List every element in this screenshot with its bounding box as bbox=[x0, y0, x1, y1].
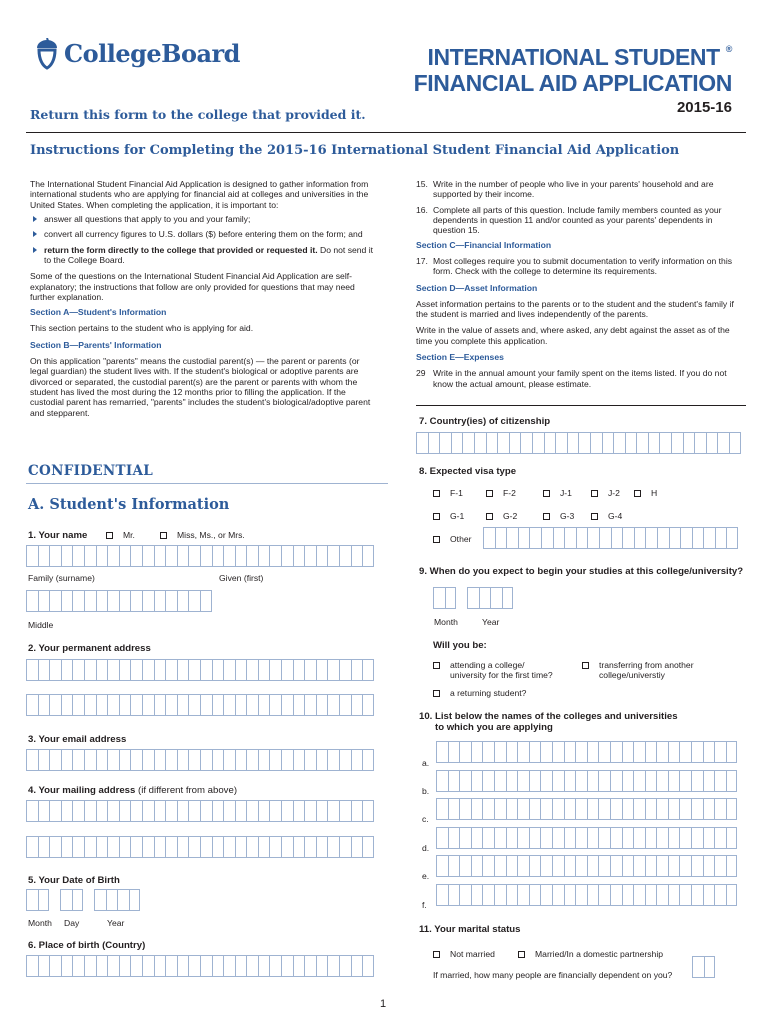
visa-f1[interactable]: F-1 bbox=[433, 488, 463, 498]
section-d-text-1: Asset information pertains to the parents or to the student and the student's family if the student is married and lives independently of the parents. bbox=[416, 298, 734, 320]
section-e-heading: Section E—Expenses bbox=[416, 352, 504, 363]
q9-label: 9. When do you expect to begin your studies at this college/university? bbox=[419, 566, 744, 577]
given-label: Given (first) bbox=[219, 573, 264, 583]
instructions-left-column bbox=[30, 179, 380, 418]
q2-label: 2. Your permanent address bbox=[28, 643, 151, 654]
divider bbox=[26, 132, 746, 133]
returning-option[interactable]: a returning student? bbox=[433, 688, 526, 698]
dob-year-label: Year bbox=[107, 918, 125, 928]
family-label: Family (surname) bbox=[28, 573, 95, 583]
visa-j2[interactable]: J-2 bbox=[591, 488, 620, 498]
section-b-text: On this application "parents" means the custodial parent(s) — the parent or parents (or legal guardian) the student lives with. If the student's biological or adoptive parents are divorced or separated, the custodial parent(s) are the parent or parents with whom the student has lived the most during the 12 months prior to filling the application. If the custodial parent has remarried, "parents" includes the student's biological/adoptive parent and stepparent. bbox=[30, 356, 371, 418]
start-month-boxes[interactable] bbox=[433, 587, 456, 609]
q8-label: 8. Expected visa type bbox=[419, 466, 517, 477]
visa-other[interactable]: Other bbox=[433, 534, 472, 544]
visa-g4[interactable]: G-4 bbox=[591, 511, 622, 521]
name-family-boxes[interactable] bbox=[26, 545, 374, 567]
address-boxes-2[interactable] bbox=[26, 694, 374, 716]
visa-g1[interactable]: G-1 bbox=[433, 511, 464, 521]
dob-year-boxes[interactable] bbox=[94, 889, 140, 911]
dob-month-boxes[interactable] bbox=[26, 889, 49, 911]
q11-label: 11. Your marital status bbox=[419, 924, 521, 935]
transferring-option[interactable]: transferring from another college/universtiy bbox=[582, 660, 694, 680]
para-2: Some of the questions on the International Student Financial Aid Application are self-explanatory; the instructions that follow are only provided for questions that may need further explanation. bbox=[30, 271, 355, 302]
college-a-boxes[interactable] bbox=[436, 741, 737, 763]
instruction-29: 29 Write in the annual amount your family spent on the items listed. If you do not know the actual amount, please estimate. bbox=[416, 368, 727, 389]
not-married-option[interactable]: Not married bbox=[433, 949, 495, 959]
miss-checkbox[interactable] bbox=[160, 532, 167, 539]
address-boxes-1[interactable] bbox=[26, 659, 374, 681]
visa-j1[interactable]: J-1 bbox=[543, 488, 572, 498]
acorn-logo-icon bbox=[34, 38, 60, 70]
form-year: 2015-16 bbox=[676, 99, 732, 116]
mr-checkbox[interactable] bbox=[106, 532, 113, 539]
college-b-letter: b. bbox=[422, 786, 430, 796]
section-d-text-2: Write in the value of assets and, where asked, any debt against the asset as of the time you complete this application. bbox=[416, 325, 730, 346]
q7-label: 7. Country(ies) of citizenship bbox=[419, 416, 551, 427]
q6-label: 6. Place of birth (Country) bbox=[28, 940, 146, 951]
college-b-boxes[interactable] bbox=[436, 770, 737, 792]
bullet-3-bold: return the form directly to the college that provided or requested it. bbox=[44, 244, 318, 255]
dependents-question: If married, how many people are financially dependent on you? bbox=[433, 970, 673, 980]
citizenship-boxes[interactable] bbox=[416, 432, 741, 454]
section-c-heading: Section C—Financial Information bbox=[416, 239, 552, 250]
dependents-boxes[interactable] bbox=[692, 956, 715, 978]
dob-day-boxes[interactable] bbox=[60, 889, 83, 911]
college-c-boxes[interactable] bbox=[436, 798, 737, 820]
section-a-text: This section pertains to the student who is applying for aid. bbox=[30, 323, 254, 334]
q1-label: 1. Your name bbox=[28, 530, 88, 541]
college-c-letter: c. bbox=[422, 814, 429, 824]
college-e-letter: e. bbox=[422, 871, 430, 881]
college-f-letter: f. bbox=[422, 900, 427, 910]
section-a-heading: Section A—Student's Information bbox=[30, 307, 167, 318]
divider-right bbox=[416, 405, 746, 406]
married-option[interactable]: Married/In a domestic partnership bbox=[518, 949, 663, 959]
attending-option[interactable]: attending a college/ university for the first time? bbox=[433, 660, 553, 680]
birthplace-boxes[interactable] bbox=[26, 955, 374, 977]
start-year-boxes[interactable] bbox=[467, 587, 513, 609]
start-year-label: Year bbox=[482, 617, 500, 627]
return-note: Return this form to the college that provided it. bbox=[30, 107, 366, 122]
form-title bbox=[414, 44, 732, 97]
college-f-boxes[interactable] bbox=[436, 884, 737, 906]
section-d-heading: Section D—Asset Information bbox=[416, 282, 538, 293]
miss-option[interactable]: Miss, Ms., or Mrs. bbox=[160, 530, 245, 540]
q4-label: 4. Your mailing address (if different from above) bbox=[28, 785, 238, 796]
will-you-be-label: Will you be: bbox=[433, 640, 487, 651]
bullet-2: convert all currency figures to U.S. dollars ($) before entering them on the form; and bbox=[30, 229, 380, 239]
page-number: 1 bbox=[380, 998, 387, 1010]
mr-option[interactable]: Mr. bbox=[106, 530, 135, 540]
q5-label: 5. Your Date of Birth bbox=[28, 875, 120, 886]
college-d-boxes[interactable] bbox=[436, 827, 737, 849]
college-a-letter: a. bbox=[422, 758, 430, 768]
instruction-15: 15. Write in the number of people who live in your parents' household and are supported by their income. bbox=[416, 179, 714, 200]
bullet-1: answer all questions that apply to you and your family; bbox=[30, 214, 380, 224]
visa-other-boxes[interactable] bbox=[483, 527, 738, 549]
visa-h[interactable]: H bbox=[634, 488, 657, 498]
name-middle-boxes[interactable] bbox=[26, 590, 212, 612]
start-month-label: Month bbox=[434, 617, 458, 627]
dob-day-label: Day bbox=[64, 918, 80, 928]
visa-g3[interactable]: G-3 bbox=[543, 511, 574, 521]
title-line-2: FINANCIAL AID APPLICATION bbox=[413, 70, 732, 97]
logo-text: CollegeBoard bbox=[64, 38, 240, 68]
intro-text: The International Student Financial Aid Application is designed to gather information from international students who are applying for financial aid at colleges and universities in the United States. When completing the application, it is important to: bbox=[30, 179, 369, 210]
q10-label: 10. List below the names of the colleges and universities to which you are applying bbox=[419, 711, 678, 734]
middle-label: Middle bbox=[28, 620, 54, 630]
section-b-heading: Section B—Parents' Information bbox=[30, 339, 162, 350]
q3-label: 3. Your email address bbox=[28, 734, 127, 745]
instruction-16: 16. Complete all parts of this question. Include family members counted as your dependents in question 11 and/or counted as your parents' dependents in question 15. bbox=[416, 204, 722, 236]
instruction-17: 17. Most colleges require you to submit documentation to verify information on this form. Check with the college to determine its requirements. bbox=[416, 255, 733, 277]
visa-g2[interactable]: G-2 bbox=[486, 511, 517, 521]
dob-month-label: Month bbox=[28, 918, 52, 928]
bullet-3 bbox=[30, 245, 380, 266]
title-line-1: INTERNATIONAL STUDENT bbox=[427, 44, 720, 70]
college-e-boxes[interactable] bbox=[436, 855, 737, 877]
email-boxes[interactable] bbox=[26, 749, 374, 771]
confidential-label: CONFIDENTIAL bbox=[28, 463, 154, 479]
college-board-logo bbox=[34, 38, 240, 70]
visa-f2[interactable]: F-2 bbox=[486, 488, 516, 498]
mailing-boxes-1[interactable] bbox=[26, 800, 374, 822]
bullet-3-rest: Do not send it to the College Board. bbox=[44, 244, 374, 265]
instructions-right-column bbox=[416, 179, 738, 389]
registered-mark: ® bbox=[725, 44, 732, 54]
mailing-boxes-2[interactable] bbox=[26, 836, 374, 858]
divider-confidential bbox=[26, 483, 388, 484]
instructions-title: Instructions for Completing the 2015-16 International Student Financial Aid Application bbox=[30, 143, 680, 158]
section-a-title: A. Student's Information bbox=[28, 496, 230, 513]
college-d-letter: d. bbox=[422, 843, 430, 853]
